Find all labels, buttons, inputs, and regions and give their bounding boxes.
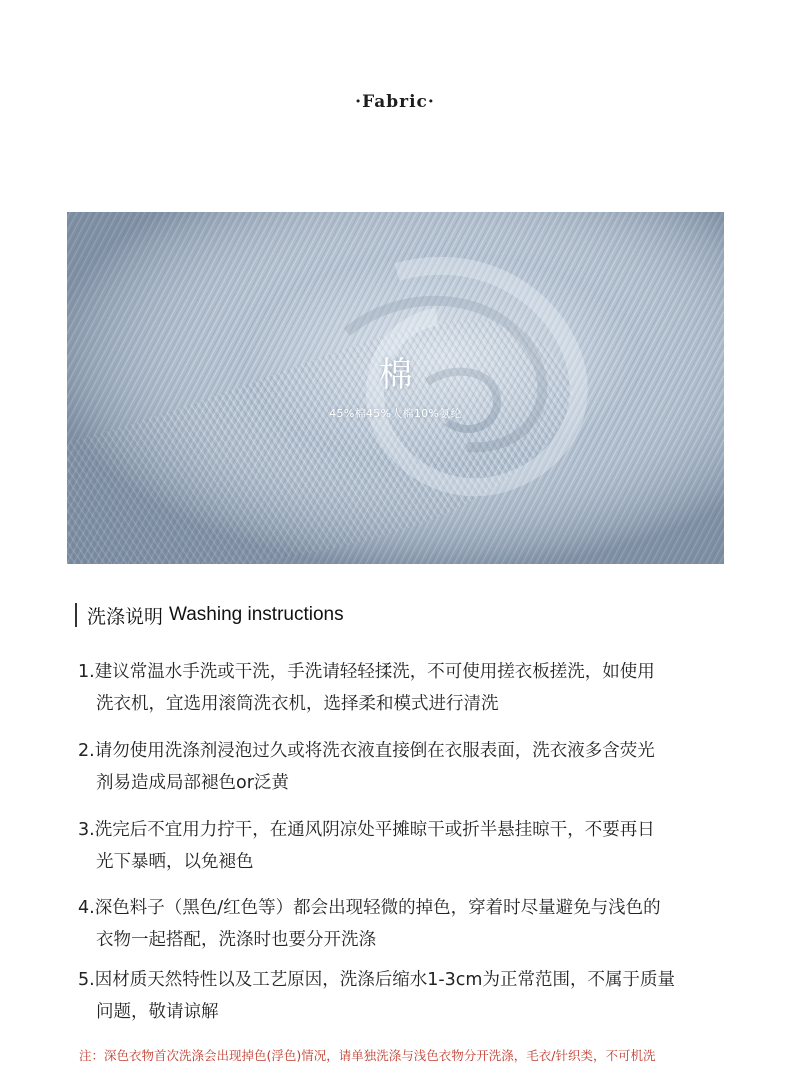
instruction-item bbox=[78, 964, 728, 1028]
instruction-line: 问题，敬请谅解 bbox=[96, 1002, 219, 1022]
instruction-line: 剂易造成局部褪色or泛黄 bbox=[96, 773, 289, 793]
fabric-composition: 45%棉45%人棉10%氨纶 bbox=[329, 407, 462, 420]
instruction-item bbox=[78, 735, 728, 799]
section-title-zh: 洗涤说明 bbox=[87, 605, 164, 628]
instruction-line: 4.深色料子（黑色/红色等）都会出现轻微的掉色，穿着时尽量避免与浅色的 bbox=[78, 898, 661, 918]
page-title: ·Fabric· bbox=[355, 92, 435, 112]
section-title-en: Washing instructions bbox=[169, 604, 344, 625]
section-heading bbox=[75, 601, 344, 629]
instruction-item bbox=[78, 656, 728, 720]
instruction-item bbox=[78, 814, 728, 878]
fabric-photo bbox=[67, 212, 724, 564]
instruction-line: 2.请勿使用洗涤剂浸泡过久或将洗衣液直接倒在衣服表面，洗衣液多含荧光 bbox=[78, 741, 655, 761]
instruction-item bbox=[78, 892, 728, 956]
fabric-name: 棉 bbox=[378, 355, 413, 395]
heading-bar bbox=[75, 603, 77, 627]
instruction-line: 光下暴晒，以免褪色 bbox=[96, 852, 254, 872]
instruction-line: 洗衣机，宜选用滚筒洗衣机，选择柔和模式进行清洗 bbox=[96, 694, 499, 714]
instruction-line: 1.建议常温水手洗或干洗，手洗请轻轻揉洗，不可使用搓衣板搓洗，如使用 bbox=[78, 662, 655, 682]
care-note: 注：深色衣物首次洗涤会出现掉色(浮色)情况，请单独洗涤与浅色衣物分开洗涤，毛衣/针织类，不可机洗 bbox=[79, 1048, 656, 1063]
instruction-line: 3.洗完后不宜用力拧干，在通风阴凉处平摊晾干或折半悬挂晾干，不要再日 bbox=[78, 820, 655, 840]
instruction-line: 衣物一起搭配，洗涤时也要分开洗涤 bbox=[96, 930, 376, 950]
instruction-line: 5.因材质天然特性以及工艺原因，洗涤后缩水1-3cm为正常范围，不属于质量 bbox=[78, 970, 675, 990]
